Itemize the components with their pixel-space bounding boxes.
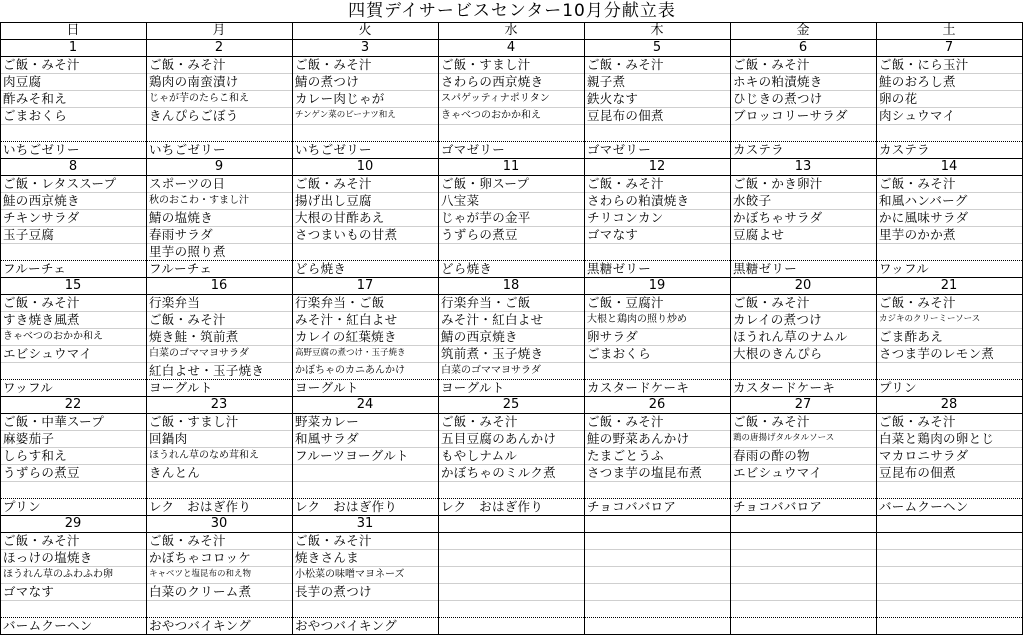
menu-item — [438, 243, 584, 260]
day-number — [584, 515, 730, 532]
menu-item: マカロニサラダ — [879, 448, 969, 463]
dessert-item: ヨーグルト — [149, 380, 213, 395]
menu-item — [876, 583, 1022, 600]
menu-item: ご飯・レタススープ — [3, 176, 117, 191]
day-number-underline — [0, 532, 1022, 533]
dessert-item: ゴマゼリー — [441, 142, 506, 157]
row-gridline — [0, 311, 1022, 312]
menu-item: ブロッコリーサラダ — [733, 108, 848, 123]
menu-item: 鶏肉の南蛮漬け — [149, 74, 239, 89]
day-number: 23 — [210, 397, 228, 412]
menu-item: 小松菜の味噌マヨネーズ — [295, 569, 405, 580]
menu-item: チンゲン菜のピーナツ和え — [295, 110, 396, 120]
day-number: 17 — [356, 278, 374, 293]
menu-item: ほうれん草のナムル — [733, 329, 848, 344]
menu-item: カレイの紅葉焼き — [295, 329, 397, 344]
menu-item: ご飯・みそ汁 — [149, 57, 226, 72]
menu-item: 紅白よせ・玉子焼き — [149, 363, 265, 378]
day-number: 28 — [940, 397, 958, 412]
weekday-header: 日 — [66, 23, 80, 38]
menu-item — [292, 464, 438, 481]
row-gridline — [0, 600, 1022, 601]
dessert-item: プリン — [3, 499, 41, 514]
menu-item: 大根と鶏肉の照り炒め — [587, 314, 687, 325]
menu-item: ゴマなす — [587, 227, 639, 242]
menu-item: ご飯・みそ汁 — [587, 414, 664, 429]
day-number: 2 — [214, 40, 224, 55]
dessert-item: ヨーグルト — [295, 380, 359, 395]
menu-item — [584, 549, 730, 566]
weekday-header: 月 — [212, 23, 226, 38]
menu-item: 豆腐よせ — [733, 227, 785, 242]
menu-item: 行楽弁当・ご飯 — [441, 295, 531, 310]
menu-item: きゃべつのおかか和え — [3, 331, 103, 342]
day-number: 24 — [356, 397, 374, 412]
day-number: 29 — [64, 516, 82, 531]
menu-item: 鯖の塩焼き — [149, 210, 214, 225]
day-number — [876, 515, 1022, 532]
menu-item: ご飯・すまし汁 — [441, 57, 531, 72]
day-number: 8 — [68, 159, 78, 174]
row-gridline — [0, 566, 1022, 567]
menu-item: うずらの煮豆 — [441, 227, 518, 242]
dessert-item — [730, 617, 876, 634]
menu-item: 大根のきんぴら — [733, 346, 823, 361]
dessert-item: おやつバイキング — [295, 618, 398, 633]
weekday-header: 水 — [504, 23, 518, 38]
menu-item: 水餃子 — [733, 193, 772, 208]
menu-item — [876, 549, 1022, 566]
menu-item: さつまいもの甘煮 — [295, 227, 398, 242]
menu-title: 四賀デイサービスセンター10月分献立表 — [348, 1, 676, 21]
dessert-separator — [0, 617, 1022, 618]
menu-item: 白菜のゴママヨサラダ — [441, 365, 541, 376]
weekday-header: 火 — [358, 23, 372, 38]
menu-item: 鮭の西京焼き — [3, 193, 80, 208]
day-number: 20 — [794, 278, 812, 293]
day-number: 7 — [944, 40, 954, 55]
menu-item: 卵の花 — [879, 91, 918, 106]
menu-item: ご飯・みそ汁 — [149, 312, 226, 327]
row-gridline — [0, 481, 1022, 482]
menu-item: ご飯・すまし汁 — [149, 414, 239, 429]
menu-item — [584, 481, 730, 498]
menu-item: きんとん — [149, 465, 201, 480]
menu-item: 高野豆腐の煮つけ・玉子焼き — [295, 348, 406, 358]
menu-item: カジキのクリーミーソース — [879, 314, 981, 324]
menu-item — [730, 481, 876, 498]
menu-item — [438, 583, 584, 600]
menu-item: ごま酢あえ — [879, 329, 944, 344]
day-number: 15 — [64, 278, 82, 293]
dessert-separator — [0, 379, 1022, 380]
menu-item: ご飯・みそ汁 — [149, 533, 226, 548]
day-number: 25 — [502, 397, 520, 412]
dessert-item: 黒糖ゼリー — [587, 261, 652, 276]
menu-item: ご飯・中華スープ — [3, 414, 105, 429]
dessert-item: バームクーヘン — [3, 618, 93, 633]
menu-item: かぼちゃのミルク煮 — [441, 465, 556, 480]
menu-item: ほうれん草のふわふわ卵 — [3, 569, 113, 580]
menu-item: 回鍋肉 — [149, 431, 188, 446]
menu-item — [292, 600, 438, 617]
menu-item: ご飯・みそ汁 — [3, 295, 80, 310]
menu-item: 白菜のクリーム煮 — [149, 584, 252, 599]
menu-item: キャベツと塩昆布の和え物 — [149, 569, 252, 579]
column-divider — [876, 22, 877, 634]
day-number — [730, 515, 876, 532]
menu-item: 春雨サラダ — [149, 227, 213, 242]
menu-item: ご飯・みそ汁 — [733, 414, 810, 429]
day-number: 5 — [652, 40, 662, 55]
menu-item: ご飯・みそ汁 — [295, 176, 372, 191]
menu-item: 和風サラダ — [295, 431, 359, 446]
menu-item: きゃべつのおかか和え — [441, 110, 541, 121]
day-number: 11 — [502, 159, 520, 174]
menu-item — [0, 481, 146, 498]
row-gridline — [0, 549, 1022, 550]
menu-item: 鶏の唐揚げタルタルソース — [733, 433, 835, 443]
day-number: 19 — [648, 278, 666, 293]
menu-item: 鯖の煮つけ — [295, 74, 360, 89]
row-gridline — [0, 362, 1022, 363]
column-divider — [292, 22, 293, 634]
menu-item — [438, 124, 584, 141]
dessert-separator — [0, 260, 1022, 261]
menu-item — [584, 124, 730, 141]
menu-item: スパゲッティナポリタン — [441, 93, 550, 104]
column-divider — [584, 22, 585, 634]
menu-item — [146, 600, 292, 617]
row-gridline — [0, 243, 1022, 244]
day-number: 6 — [798, 40, 808, 55]
menu-item — [876, 566, 1022, 583]
menu-item — [584, 243, 730, 260]
week-divider — [0, 396, 1022, 397]
menu-item — [584, 532, 730, 549]
menu-item — [584, 600, 730, 617]
dessert-item: チョコババロア — [733, 499, 823, 514]
row-gridline — [0, 447, 1022, 448]
day-number: 13 — [794, 159, 812, 174]
column-divider — [730, 22, 731, 634]
row-gridline — [0, 464, 1022, 465]
menu-item — [876, 481, 1022, 498]
menu-item: エビシュウマイ — [3, 346, 93, 361]
menu-item — [730, 243, 876, 260]
dessert-item: カスタードケーキ — [587, 380, 690, 395]
menu-item: さわらの粕漬焼き — [587, 193, 690, 208]
menu-item: カレイの煮つけ — [733, 312, 822, 327]
menu-item — [292, 481, 438, 498]
menu-item — [438, 566, 584, 583]
menu-calendar — [0, 22, 1023, 633]
menu-item: かぼちゃコロッケ — [149, 550, 252, 565]
menu-item: ご飯・かき卵汁 — [733, 176, 823, 191]
column-divider — [0, 22, 1, 634]
menu-item: もやしナムル — [441, 448, 518, 463]
menu-item: 玉子豆腐 — [3, 227, 55, 242]
menu-item — [438, 481, 584, 498]
menu-item: 白菜と鶏肉の卵とじ — [879, 431, 995, 446]
menu-item: ご飯・みそ汁 — [733, 295, 810, 310]
menu-item: うずらの煮豆 — [3, 465, 80, 480]
menu-item: 肉豆腐 — [3, 74, 42, 89]
week-divider — [0, 515, 1022, 516]
menu-item: 豆昆布の佃煮 — [879, 465, 956, 480]
day-number: 1 — [68, 40, 78, 55]
row-gridline — [0, 328, 1022, 329]
menu-item: すき焼き風煮 — [3, 312, 80, 327]
menu-item: ご飯・みそ汁 — [587, 57, 664, 72]
day-number: 12 — [648, 159, 666, 174]
row-gridline — [0, 73, 1022, 74]
menu-item — [876, 532, 1022, 549]
menu-item: ご飯・みそ汁 — [441, 414, 518, 429]
weekday-header: 木 — [650, 23, 664, 38]
day-number: 10 — [356, 159, 374, 174]
menu-item: 焼き鮭・筑前煮 — [149, 329, 239, 344]
dessert-item: バームクーヘン — [879, 499, 969, 514]
day-number: 3 — [360, 40, 370, 55]
menu-item: 鮭の野菜あんかけ — [587, 431, 690, 446]
menu-item — [438, 600, 584, 617]
day-number: 4 — [506, 40, 516, 55]
dessert-item: フルーチェ — [149, 261, 213, 276]
menu-item: ひじきの煮つけ — [733, 91, 823, 106]
dessert-item: チョコババロア — [587, 499, 677, 514]
menu-item: カレー肉じゃが — [295, 91, 385, 106]
menu-item: 八宝菜 — [441, 193, 480, 208]
menu-item: ホキの粕漬焼き — [733, 74, 823, 89]
dessert-item: おやつバイキング — [149, 618, 252, 633]
row-gridline — [0, 124, 1022, 125]
menu-item: ほっけの塩焼き — [3, 550, 93, 565]
menu-item: 大根の甘酢あえ — [295, 210, 385, 225]
menu-item: 秋のおこわ・すまし汁 — [149, 195, 249, 206]
dessert-item: 黒糖ゼリー — [733, 261, 798, 276]
menu-item: 酢みそ和え — [3, 91, 68, 106]
menu-item: さわらの西京焼き — [441, 74, 544, 89]
menu-item: ご飯・みそ汁 — [879, 176, 956, 191]
row-gridline — [0, 583, 1022, 584]
menu-item — [876, 600, 1022, 617]
menu-item: ご飯・にら玉汁 — [879, 57, 969, 72]
menu-item: ご飯・みそ汁 — [733, 57, 810, 72]
dessert-item: ワッフル — [879, 261, 930, 276]
menu-item: 行楽弁当・ご飯 — [295, 295, 385, 310]
menu-item: ごまおくら — [587, 346, 652, 361]
menu-item: さつま芋の塩昆布煮 — [587, 465, 703, 480]
day-number: 27 — [794, 397, 812, 412]
menu-item: ほうれん草のなめ茸和え — [149, 450, 259, 461]
day-number — [438, 515, 584, 532]
weekday-header: 金 — [796, 23, 810, 38]
row-gridline — [0, 90, 1022, 91]
menu-item: ご飯・みそ汁 — [295, 57, 372, 72]
menu-item: スポーツの日 — [149, 176, 226, 191]
row-gridline — [0, 345, 1022, 346]
day-number: 14 — [940, 159, 958, 174]
dessert-item — [438, 617, 584, 634]
weekday-header: 土 — [942, 23, 956, 38]
dessert-item: どら焼き — [441, 261, 493, 276]
dessert-item: フルーチェ — [3, 261, 67, 276]
day-number: 9 — [214, 159, 224, 174]
row-gridline — [0, 226, 1022, 227]
menu-item — [730, 362, 876, 379]
menu-item: ゴマなす — [3, 584, 55, 599]
week-divider — [0, 158, 1022, 159]
menu-item: 里芋のかか煮 — [879, 227, 956, 242]
menu-item — [876, 124, 1022, 141]
menu-item: さつま芋のレモン煮 — [879, 346, 995, 361]
menu-item: 卵サラダ — [587, 329, 639, 344]
dessert-item: レク おはぎ作り — [295, 499, 398, 514]
day-number: 18 — [502, 278, 520, 293]
dessert-separator — [0, 141, 1022, 142]
dessert-item: プリン — [879, 380, 917, 395]
dessert-item: レク おはぎ作り — [441, 499, 544, 514]
menu-item — [584, 583, 730, 600]
day-number: 26 — [648, 397, 666, 412]
menu-item — [146, 124, 292, 141]
day-number: 22 — [64, 397, 82, 412]
week-divider — [0, 277, 1022, 278]
menu-item: 鉄火なす — [587, 91, 639, 106]
menu-item: 豆昆布の佃煮 — [587, 108, 664, 123]
menu-item: かぼちゃサラダ — [733, 210, 823, 225]
menu-item — [0, 362, 146, 379]
menu-item: チキンサラダ — [3, 210, 80, 225]
day-number: 16 — [210, 278, 228, 293]
menu-item — [730, 124, 876, 141]
menu-item: 肉シュウマイ — [879, 108, 956, 123]
menu-item: ご飯・みそ汁 — [879, 414, 956, 429]
menu-item: 焼きさんま — [295, 550, 360, 565]
menu-item: 筑前煮・玉子焼き — [441, 346, 544, 361]
menu-item: しらす和え — [3, 448, 68, 463]
menu-item: ご飯・みそ汁 — [3, 57, 80, 72]
column-divider — [146, 22, 147, 634]
menu-item: ごまおくら — [3, 108, 68, 123]
menu-item: 麻婆茄子 — [3, 431, 55, 446]
menu-item — [438, 549, 584, 566]
row-gridline — [0, 430, 1022, 431]
menu-item: 春雨の酢の物 — [733, 448, 810, 463]
menu-item: かに風味サラダ — [879, 210, 969, 225]
menu-item — [0, 600, 146, 617]
menu-item: 里芋の照り煮 — [149, 244, 226, 259]
dessert-item: カスタードケーキ — [733, 380, 836, 395]
menu-item: 鮭のおろし煮 — [879, 74, 956, 89]
day-number: 31 — [356, 516, 374, 531]
row-gridline — [0, 209, 1022, 210]
menu-item — [146, 481, 292, 498]
menu-item — [876, 362, 1022, 379]
row-gridline — [0, 107, 1022, 108]
menu-item: たまごとうふ — [587, 448, 664, 463]
menu-item: 鯖の西京焼き — [441, 329, 518, 344]
menu-item: みそ汁・紅白よせ — [295, 312, 398, 327]
menu-item: エビシュウマイ — [733, 465, 823, 480]
dessert-item: ワッフル — [3, 380, 54, 395]
menu-item — [730, 566, 876, 583]
day-number-underline — [0, 56, 1022, 57]
dessert-item: レク おはぎ作り — [149, 499, 252, 514]
menu-item: ご飯・みそ汁 — [3, 533, 80, 548]
menu-item: 揚げ出し豆腐 — [295, 193, 372, 208]
menu-item — [0, 124, 146, 141]
menu-item: 五目豆腐のあんかけ — [441, 431, 557, 446]
column-divider — [1022, 22, 1023, 634]
column-divider — [438, 22, 439, 634]
dessert-item: カステラ — [733, 142, 784, 157]
menu-item — [438, 532, 584, 549]
dessert-item — [876, 617, 1022, 634]
menu-item: 行楽弁当 — [149, 295, 201, 310]
week-divider — [0, 39, 1022, 40]
menu-item: きんぴらごぼう — [149, 108, 239, 123]
menu-item: ご飯・みそ汁 — [587, 176, 664, 191]
menu-item: かぼちゃのカニあんかけ — [295, 365, 405, 376]
menu-item — [876, 243, 1022, 260]
menu-item: チリコンカン — [587, 210, 664, 225]
menu-item: 長芋の煮つけ — [295, 584, 372, 599]
dessert-item — [584, 617, 730, 634]
menu-item: フルーツヨーグルト — [295, 448, 409, 463]
menu-item: じゃが芋のたらこ和え — [149, 93, 249, 104]
menu-item: 白菜のゴママヨサラダ — [149, 348, 249, 359]
menu-item — [0, 243, 146, 260]
dessert-item: ゴマゼリー — [587, 142, 652, 157]
menu-item — [292, 124, 438, 141]
dessert-item: どら焼き — [295, 261, 347, 276]
dessert-separator — [0, 498, 1022, 499]
frame-top — [0, 22, 1022, 23]
dessert-item: いちごゼリー — [149, 142, 226, 157]
menu-item: 和風ハンバーグ — [879, 193, 968, 208]
day-number: 21 — [940, 278, 958, 293]
menu-item: ご飯・みそ汁 — [879, 295, 956, 310]
menu-item: みそ汁・紅白よせ — [441, 312, 544, 327]
menu-item — [730, 549, 876, 566]
dessert-item: いちごゼリー — [3, 142, 80, 157]
dessert-item: カステラ — [879, 142, 930, 157]
day-number-underline — [0, 175, 1022, 176]
menu-item: ご飯・豆腐汁 — [587, 295, 664, 310]
menu-item — [584, 566, 730, 583]
menu-item: ご飯・みそ汁 — [295, 533, 372, 548]
day-number-underline — [0, 294, 1022, 295]
dessert-item: いちごゼリー — [295, 142, 372, 157]
menu-item — [730, 600, 876, 617]
menu-item — [730, 532, 876, 549]
menu-item: 野菜カレー — [295, 414, 360, 429]
menu-item — [584, 362, 730, 379]
menu-item: じゃが芋の金平 — [441, 210, 531, 225]
row-gridline — [0, 192, 1022, 193]
menu-item — [730, 583, 876, 600]
menu-item: 親子煮 — [587, 74, 626, 89]
menu-item: ご飯・卵スープ — [441, 176, 530, 191]
dessert-item: ヨーグルト — [441, 380, 505, 395]
day-number-underline — [0, 413, 1022, 414]
day-number: 30 — [210, 516, 228, 531]
menu-item — [292, 243, 438, 260]
